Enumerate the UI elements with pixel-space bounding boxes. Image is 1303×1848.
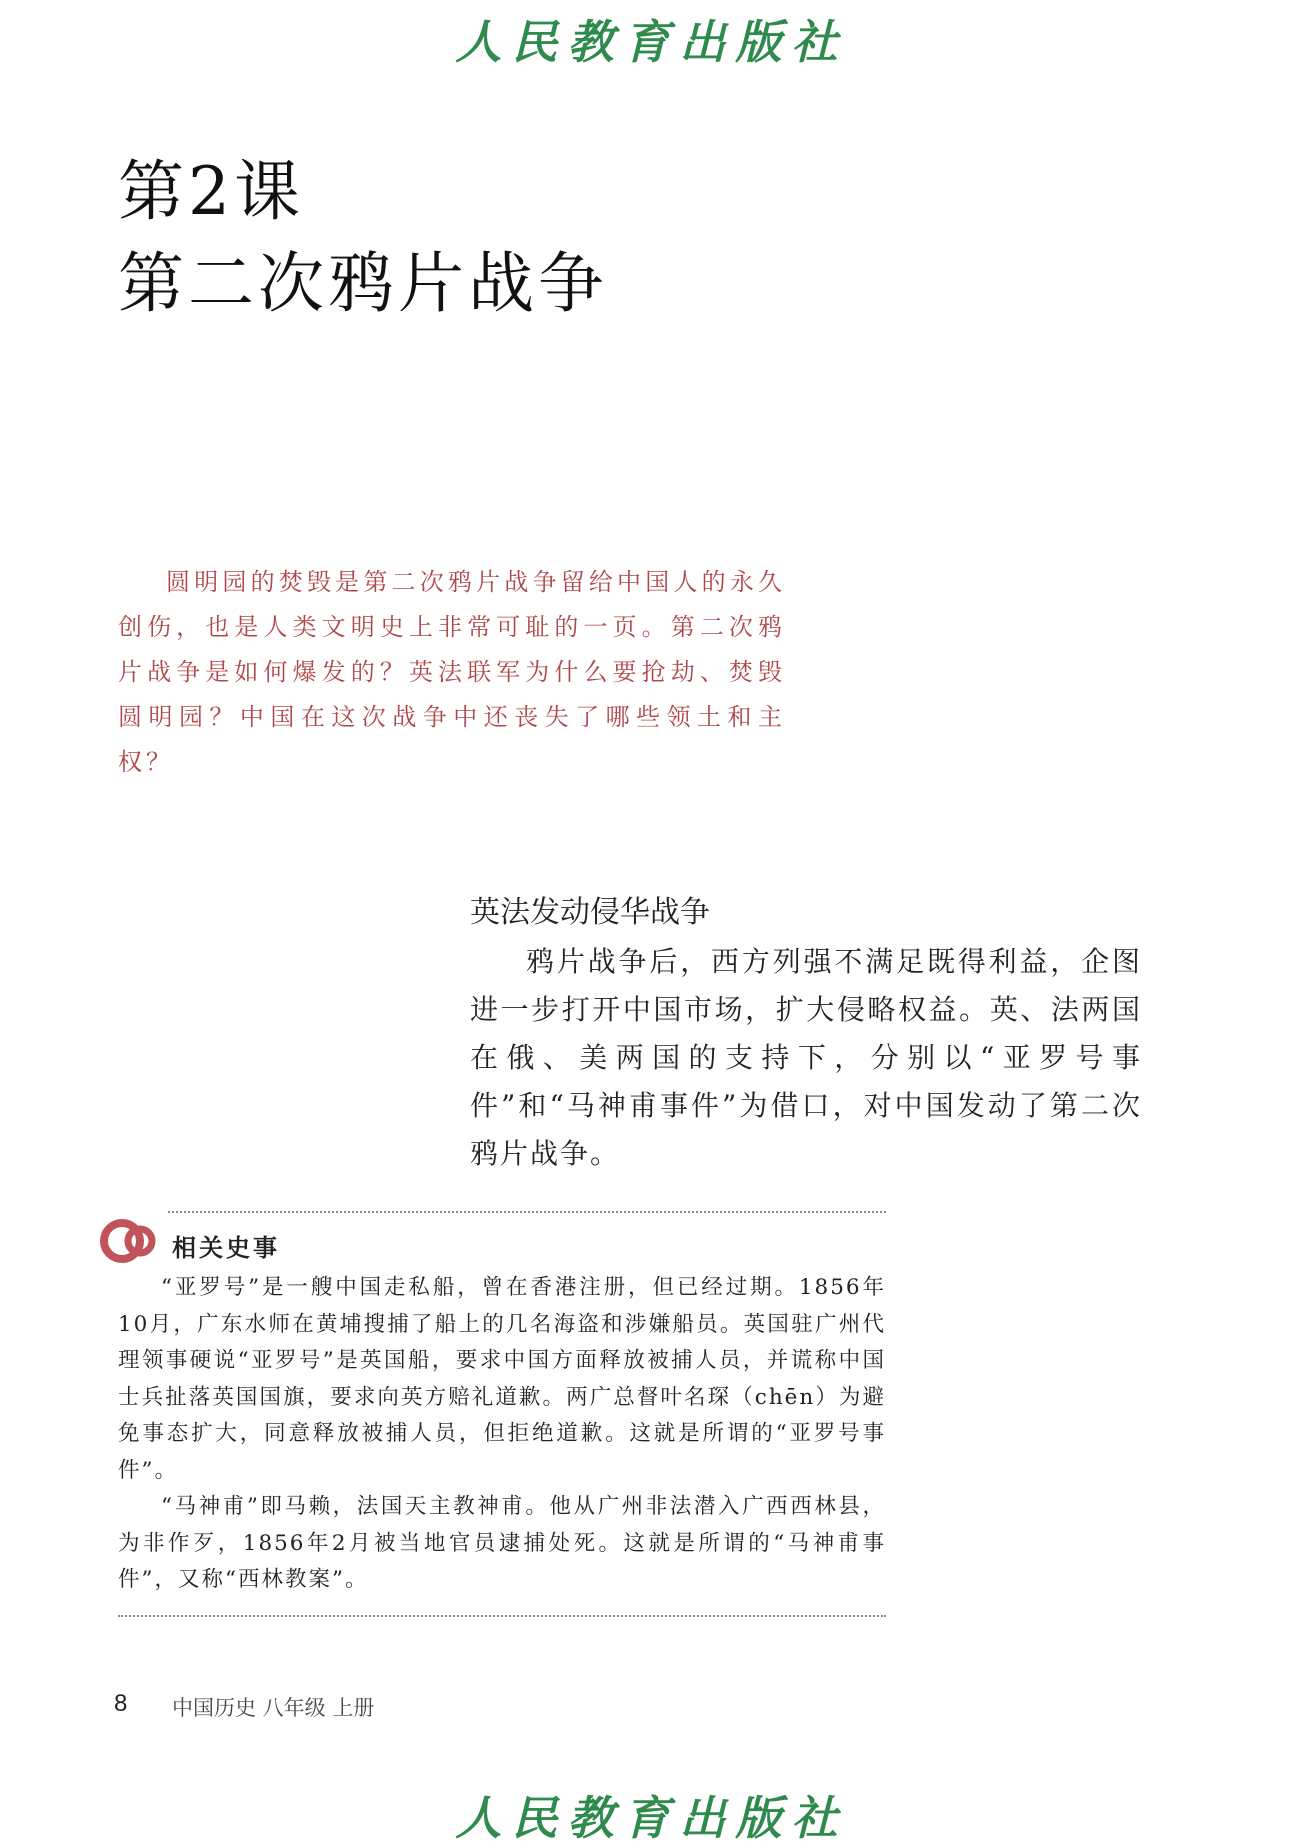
book-title: 中国历史 八年级 上册	[172, 1696, 375, 1720]
publisher-watermark-bottom: 人民教育出版社	[455, 1791, 848, 1845]
related-history-icon	[98, 1208, 164, 1274]
lesson-title: 第二次鸦片战争	[118, 245, 608, 322]
lesson-number: 第2课	[118, 153, 304, 230]
section-paragraph: 鸦片战争后，西方列强不满足既得利益，企图进一步打开中国市场，扩大侵略权益。英、法两国在俄、美两国的支持下，分别以“亚罗号事件”和“马神甫事件”为借口，对中国发动了第二次鸦片战争。	[470, 945, 1142, 1170]
related-paragraph-2: “马神甫”即马赖，法国天主教神甫。他从广州非法潜入广西西林县，为非作歹，1856年2月被当地官员逮捕处死。这就是所谓的“马神甫事件”，又称“西林教案”。	[118, 1494, 886, 1592]
lesson-intro	[118, 560, 786, 785]
publisher-watermark-top: 人民教育出版社	[455, 15, 848, 69]
box-bottom-divider	[118, 1615, 886, 1617]
box-top-divider	[168, 1211, 886, 1213]
related-paragraph-1: “亚罗号”是一艘中国走私船，曾在香港注册，但已经过期。1856年10月，广东水师在黄埔搜捕了船上的几名海盗和涉嫌船员。英国驻广州代理领事硬说“亚罗号”是英国船，要求中国方面释放被捕人员，并谎称中国士兵扯落英国国旗，要求向英方赔礼道歉。两广总督叶名琛（chēn）为避免事态扩大，同意释放被捕人员，但拒绝道歉。这就是所谓的“亚罗号事件”。	[118, 1275, 886, 1483]
section-heading: 英法发动侵华战争	[470, 895, 710, 930]
section-body	[470, 938, 1142, 1178]
related-history-title: 相关史事	[172, 1234, 280, 1262]
page-number: 8	[114, 1690, 128, 1717]
intro-paragraph: 圆明园的焚毁是第二次鸦片战争留给中国人的永久创伤，也是人类文明史上非常可耻的一页。第二次鸦片战争是如何爆发的？英法联军为什么要抢劫、焚毁圆明园？中国在这次战争中还丧失了哪些领土和主权？	[118, 568, 786, 776]
related-history-body	[118, 1270, 886, 1599]
